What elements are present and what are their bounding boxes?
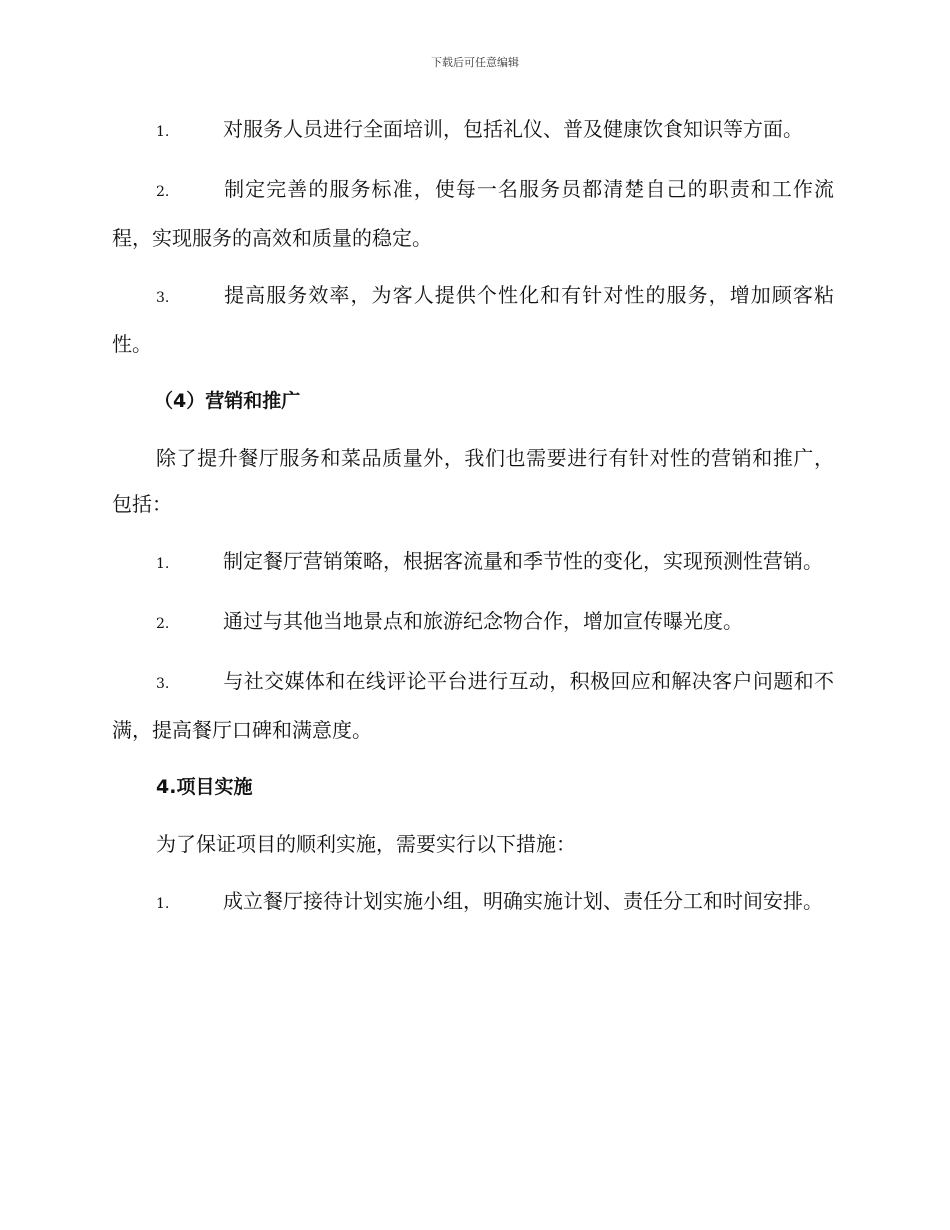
page-header: 下载后可任意编辑 [431, 56, 519, 69]
list-item-number: 3. [156, 676, 170, 692]
list-item [112, 106, 834, 155]
section-intro: 为了保证项目的顺利实施，需要实行以下措施： [156, 832, 576, 856]
section-heading-marketing: （4）营销和推广 [154, 390, 301, 412]
list-item [112, 538, 834, 587]
list-item-text: 制定完善的服务标准，使每一名服务员都清楚自己的职责和工作流程，实现服务的高效和质量的稳定。 [112, 177, 834, 250]
list-item-text: 对服务人员进行全面培训，包括礼仪、普及健康饮食知识等方面。 [223, 117, 803, 141]
section-intro: 除了提升餐厅服务和菜品质量外，我们也需要进行有针对性的营销和推广，包括： [112, 446, 834, 516]
list-item [112, 598, 834, 647]
list-item [112, 878, 834, 927]
list-item-number: 3. [156, 290, 170, 306]
list-item [112, 272, 834, 367]
section-heading-implementation: 4.项目实施 [156, 776, 253, 798]
list-item-number: 1. [156, 896, 170, 912]
list-item-number: 1. [156, 556, 170, 572]
list-item-text: 制定餐厅营销策略，根据客流量和季节性的变化，实现预测性营销。 [223, 549, 823, 573]
list-item-number: 1. [156, 124, 170, 140]
list-item-text: 与社交媒体和在线评论平台进行互动，积极回应和解决客户问题和不满，提高餐厅口碑和满意度。 [112, 669, 834, 742]
document-body [112, 106, 834, 938]
list-item-number: 2. [156, 184, 170, 200]
list-item-text: 成立餐厅接待计划实施小组，明确实施计划、责任分工和时间安排。 [223, 889, 823, 913]
list-item-text: 提高服务效率，为客人提供个性化和有针对性的服务，增加顾客粘性。 [112, 283, 834, 356]
list-item-text: 通过与其他当地景点和旅游纪念物合作，增加宣传曝光度。 [223, 609, 743, 633]
list-item [112, 658, 834, 753]
list-item-number: 2. [156, 616, 170, 632]
list-item [112, 166, 834, 261]
